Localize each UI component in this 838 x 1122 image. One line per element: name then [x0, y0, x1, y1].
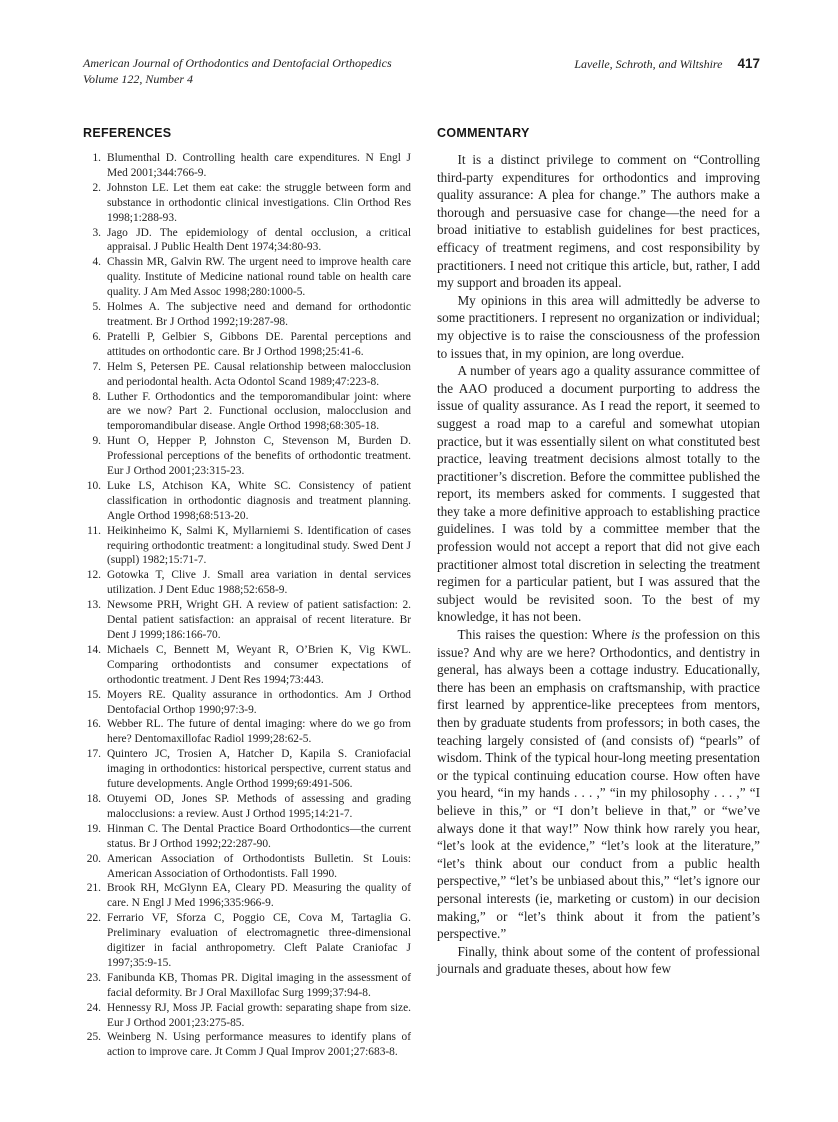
reference-number: 8. — [92, 390, 101, 403]
reference-text: Otuyemi OD, Jones SP. Methods of assessing and grading malocclusions: a review. Aust J Orthod 1995;14:21-7. — [107, 792, 411, 820]
reference-text: Helm S, Petersen PE. Causal relationship between malocclusion and periodontal health. Acta Odontol Scand 1989;47:223-8. — [107, 360, 411, 388]
reference-text: Blumenthal D. Controlling health care expenditures. N Engl J Med 2001;344:766-9. — [107, 152, 411, 179]
reference-item — [83, 1001, 411, 1031]
reference-number: 23. — [86, 971, 101, 984]
reference-text: Hennessy RJ, Moss JP. Facial growth: separating shape from size. Eur J Orthod 2001;23:275-85. — [107, 1001, 411, 1029]
reference-text: Luther F. Orthodontics and the temporomandibular joint: where are we now? Part 2. Functional occlusion, malocclusion and temporomandibular disease. Angle Orthod 1998;68:305-18. — [107, 390, 411, 433]
reference-number: 22. — [86, 912, 101, 925]
reference-text: Michaels C, Bennett M, Weyant R, O’Brien K, Vig KWL. Comparing orthodontists and consumer expectations of orthodontic treatment. J Dent Res 1994;73:443. — [107, 643, 411, 686]
reference-text: Weinberg N. Using performance measures to identify plans of action to improve care. Jt Comm J Qual Improv 2001;27:683-8. — [107, 1031, 411, 1059]
journal-volume: Volume 122, Number 4 — [83, 71, 193, 86]
reference-text: Hunt O, Hepper P, Johnston C, Stevenson M, Burden D. Professional perceptions of the benefits of orthodontic treatment. Eur J Orthod 2001;23:315-23. — [107, 435, 411, 478]
reference-number: 12. — [86, 569, 101, 582]
reference-text: Holmes A. The subjective need and demand for orthodontic treatment. Br J Orthod 1992;19:287-98. — [107, 301, 411, 328]
reference-item — [83, 330, 411, 360]
reference-number: 4. — [92, 256, 101, 269]
reference-number: 24. — [86, 1001, 101, 1014]
reference-text: Ferrario VF, Sforza C, Poggio CE, Cova M, Tartaglia G. Preliminary evaluation of electromagnetic three-dimensional digitizer in facial anthropometry. Cleft Palate Craniofac J 1997;35:9-15. — [107, 912, 411, 969]
reference-text: Quintero JC, Trosien A, Hatcher D, Kapila S. Craniofacial imaging in orthodontics: historical perspective, current status and future developments. Angle Orthod 1999;69:491-506. — [107, 748, 411, 791]
commentary-paragraph — [437, 151, 760, 292]
reference-item — [83, 524, 411, 569]
reference-number: 14. — [86, 643, 101, 656]
reference-number: 16. — [86, 718, 101, 731]
reference-number: 1. — [92, 152, 101, 164]
references-column — [83, 126, 411, 1060]
reference-number: 2. — [92, 181, 101, 194]
reference-item — [83, 717, 411, 747]
reference-number: 20. — [86, 852, 101, 865]
commentary-paragraph — [437, 626, 760, 943]
page-number: 417 — [737, 56, 760, 71]
reference-item — [83, 911, 411, 971]
reference-number: 9. — [92, 435, 101, 448]
reference-number: 13. — [86, 599, 101, 612]
reference-item — [83, 852, 411, 882]
reference-item — [83, 1030, 411, 1060]
two-column-body — [83, 126, 760, 1060]
reference-text: Jago JD. The epidemiology of dental occlusion, a critical appraisal. J Public Health Dent 1974;34:80-93. — [107, 226, 411, 254]
reference-item — [83, 181, 411, 226]
reference-item — [83, 226, 411, 256]
reference-number: 25. — [86, 1031, 101, 1044]
paragraph-text: It is a distinct privilege to comment on “Controlling third-party expenditures for orthodontics and improving quality assurance: A plea for change.” The authors make a thorough and persuasive case for change—the need for a broad initiative to establish guidelines for best practices, efficacy of treatment regimens, and cost responsibility by practitioners. I need not critique this article, but, rather, I add my support and broaden its appeal. — [437, 152, 760, 291]
journal-title: American Journal of Orthodontics and Dentofacial Orthopedics — [83, 56, 392, 70]
reference-number: 15. — [86, 688, 101, 701]
paragraph-text: A number of years ago a quality assurance committee of the AAO produced a document purporting to address the issue of quality assurance. As I read the report, it seemed to suggest a road map to a careful and somewhat utopian practice, but it was essentially silent on what constituted best practice, leaving treatment decisions almost totally to the practitioner’s discretion. Before the committee published the report, its members asked for comments. I suggested that they take a more definitive approach to establishing practice guidelines. I was told by a committee member that the profession would not accept a report that did not give each practitioner almost total discretion in selecting the treatment regimen for a particular patient, but I was assured that the subject would be revisited soon. To the best of my knowledge, it has not been. — [437, 363, 760, 625]
reference-text: Chassin MR, Galvin RW. The urgent need to improve health care quality. Institute of Medicine national round table on health care quality. J Am Med Assoc 1998;280:1000-5. — [107, 256, 411, 299]
journal-info — [83, 56, 392, 87]
reference-item — [83, 881, 411, 911]
reference-text: Webber RL. The future of dental imaging: where do we go from here? Dentomaxillofac Radiol 1999;28:62-5. — [107, 718, 411, 746]
reference-item — [83, 598, 411, 643]
reference-item — [83, 568, 411, 598]
reference-number: 7. — [92, 360, 101, 373]
reference-item — [83, 434, 411, 479]
reference-item — [83, 747, 411, 792]
commentary-paragraph — [437, 943, 760, 978]
reference-number: 21. — [86, 882, 101, 895]
commentary-body — [437, 151, 760, 978]
reference-text: Brook RH, McGlynn EA, Cleary PD. Measuring the quality of care. N Engl J Med 1996;335:966-9. — [107, 882, 411, 910]
reference-text: Fanibunda KB, Thomas PR. Digital imaging in the assessment of facial deformity. Br J Oral Maxillofac Surg 1999;37:94-8. — [107, 971, 411, 999]
reference-text: Gotowka T, Clive J. Small area variation in dental services utilization. J Dent Educ 1988;52:658-9. — [107, 569, 411, 597]
reference-text: Luke LS, Atchison KA, White SC. Consistency of patient classification in orthodontic diagnosis and treatment planning. Angle Orthod 1998;68:513-20. — [107, 479, 411, 522]
reference-item — [83, 255, 411, 300]
reference-text: Hinman C. The Dental Practice Board Orthodontics—the current status. Br J Orthod 1992;22:287-90. — [107, 822, 411, 850]
reference-number: 10. — [86, 479, 101, 492]
reference-text: Newsome PRH, Wright GH. A review of patient satisfaction: 2. Dental patient satisfaction: an appraisal of recent literature. Br Dent J 1999;186:166-70. — [107, 599, 411, 641]
paragraph-text: My opinions in this area will admittedly be adverse to some practitioners. I represent no organization or individual; my objective is to raise the consciousness of the profession to issues that, in my opinion, are long overdue. — [437, 292, 760, 361]
reference-number: 5. — [92, 301, 101, 314]
reference-item — [83, 390, 411, 435]
reference-text: American Association of Orthodontists Bulletin. St Louis: American Association of Orthodontists. Fall 1990. — [107, 852, 411, 880]
reference-number: 3. — [92, 226, 101, 239]
reference-number: 18. — [86, 792, 101, 805]
reference-number: 19. — [86, 822, 101, 835]
reference-item — [83, 643, 411, 688]
emphasized-text: is — [631, 627, 640, 643]
reference-list — [83, 151, 411, 1060]
reference-text: Pratelli P, Gelbier S, Gibbons DE. Parental perceptions and attitudes on orthodontic care. Br J Orthod 1998;25:41-6. — [107, 330, 411, 358]
references-heading: REFERENCES — [83, 126, 172, 140]
reference-text: Johnston LE. Let them eat cake: the struggle between form and substance in orthodontic clinical investigations. Clin Orthod Res 1998;1:288-93. — [107, 181, 411, 224]
reference-text: Heikinheimo K, Salmi K, Myllarniemi S. Identification of cases requiring orthodontic treatment: a longitudinal study. Swed Dent J (suppl) 1982;15:71-7. — [107, 524, 411, 567]
running-authors: Lavelle, Schroth, and Wiltshire — [574, 57, 723, 71]
reference-item — [83, 822, 411, 852]
paragraph-text: This raises the question: Where — [457, 627, 632, 643]
paragraph-text: the profession on this issue? And why are we here? Orthodontics, and dentistry in general, has always been a cottage industry. Educationally, there has been an emphasis on craftsmanship, with practice first learned by apprentice-like preceptees from mentors, then by graduate students from professors; in both cases, the teaching largely consisted of (and consists of) “pearls” of wisdom. Think of the typical hour-long meeting presentation or the typical continuing education course. How often have you heard, “in my hands . . . ,” “in my philosophy . . . ,” “I believe in this,” or “I don’t believe in that,” or “we’ve always done it that way!” Now think how rarely you hear, “let’s look at the evidence,” “let’s look at the literature,” “let’s think about our conduct from a public health perspective,” “let’s be unbiased about this,” “let’s ignore our personal interests (ie, marketing or custom) in our decision making,” or “let’s think about it from the patient’s perspective.” — [437, 627, 760, 942]
reference-item — [83, 360, 411, 390]
commentary-heading: COMMENTARY — [437, 126, 530, 140]
reference-number: 11. — [87, 524, 101, 537]
reference-number: 17. — [86, 748, 101, 761]
reference-item — [83, 479, 411, 524]
commentary-column — [437, 126, 760, 1060]
running-head — [574, 56, 760, 73]
reference-item — [83, 300, 411, 330]
page-header — [83, 56, 760, 87]
reference-item — [83, 792, 411, 822]
commentary-paragraph — [437, 292, 760, 362]
paragraph-text: Finally, think about some of the content of professional journals and graduate theses, about how few — [437, 943, 760, 977]
commentary-paragraph — [437, 362, 760, 626]
reference-text: Moyers RE. Quality assurance in orthodontics. Am J Orthod Dentofacial Orthop 1990;97:3-9. — [107, 688, 411, 716]
reference-item — [83, 151, 411, 181]
reference-item — [83, 688, 411, 718]
reference-item — [83, 971, 411, 1001]
reference-number: 6. — [92, 330, 101, 343]
